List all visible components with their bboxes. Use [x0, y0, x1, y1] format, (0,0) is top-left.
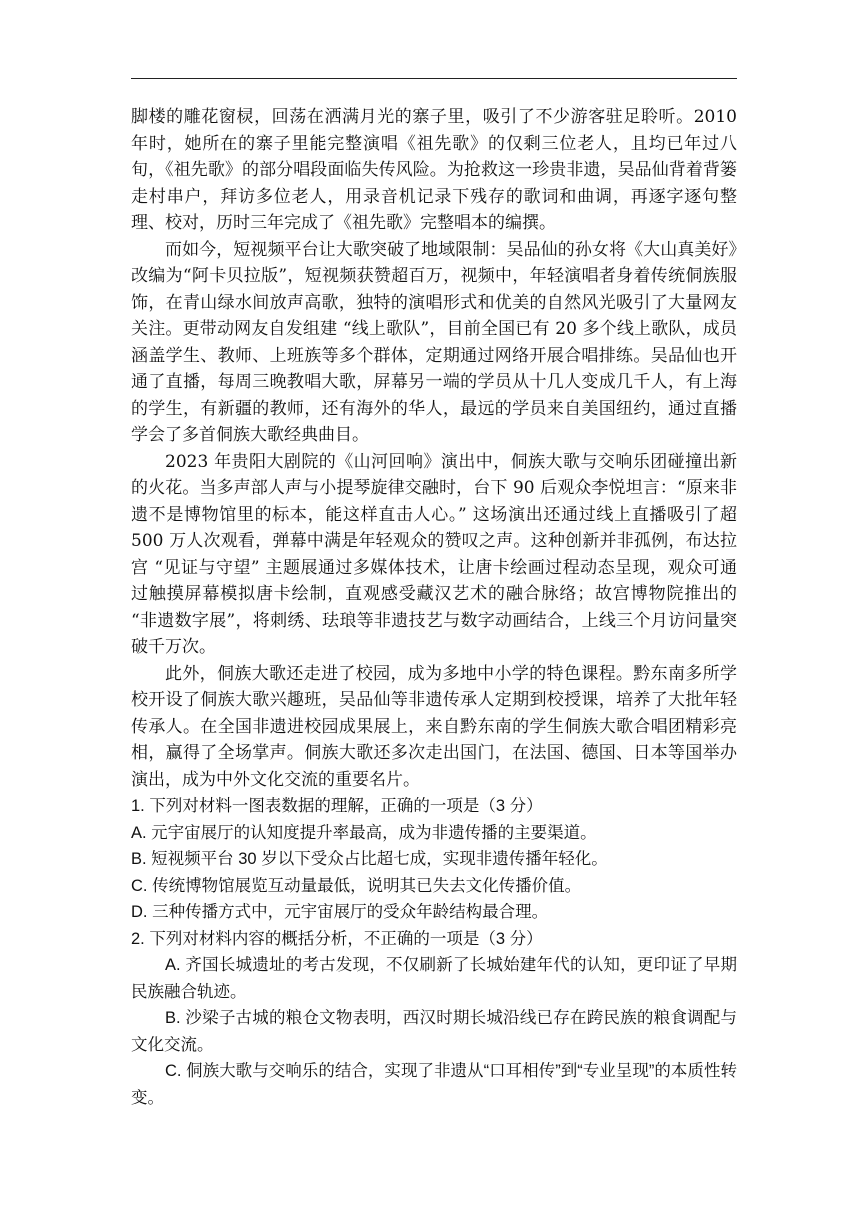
question-1-option-a: A. 元宇宙展厅的认知度提升率最高，成为非遗传播的主要渠道。 [131, 823, 597, 842]
question-2-option-b: B. 沙梁子古城的粮仓文物表明，西汉时期长城沿线已存在跨民族的粮食调配与文化交流。 [131, 1009, 737, 1054]
question-2-title: 2. 下列对材料内容的概括分析，不正确的一项是（3 分） [131, 929, 543, 948]
header-rule [131, 78, 737, 79]
question-1-option-c: C. 传统博物馆展览互动量最低，说明其已失去文化传播价值。 [131, 876, 582, 895]
question-1-option-b: B. 短视频平台 30 岁以下受众占比超七成，实现非遗传播年轻化。 [131, 850, 608, 868]
paragraph-2: 而如今，短视频平台让大歌突破了地域限制：吴品仙的孙女将《大山真美好》改编为“阿卡贝拉版”，短视频获赞超百万，视频中，年轻演唱者身着传统侗族服饰，在青山绿水间放声高歌，独特的演唱形式和优美的自然风光吸引了大量网友关注。更带动网友自发组建 “线上歌队”，目前全国已有 20 多个线上歌队，成员涵盖学生、教师、上班族等多个群体，定期通过网络开展合唱排练。吴品仙也开通了直播，每周三晚教唱大歌，屏幕另一端的学员从十几人变成几千人，有上海的学生，有新疆的教师，还有海外的华人，最远的学员来自美国纽约，通过直播学会了多首侗族大歌经典曲目。 [131, 239, 737, 445]
paragraph-4: 此外，侗族大歌还走进了校园，成为多地中小学的特色课程。黔东南多所学校开设了侗族大歌兴趣班，吴品仙等非遗传承人定期到校授课，培养了大批年轻传承人。在全国非遗进校园成果展上，来自黔东南的学生侗族大歌合唱团精彩亮相，赢得了全场掌声。侗族大歌还多次走出国门，在法国、德国、日本等国举办演出，成为中外文化交流的重要名片。 [131, 663, 737, 790]
document-body [131, 104, 737, 1111]
question-1-option-d: D. 三种传播方式中，元宇宙展厅的受众年龄结构最合理。 [131, 903, 549, 921]
question-2-option-c: C. 侗族大歌与交响乐的结合，实现了非遗从“口耳相传”到“专业呈现”的本质性转变。 [131, 1062, 737, 1107]
question-1-title: 1. 下列对材料一图表数据的理解，正确的一项是（3 分） [131, 797, 543, 815]
paragraph-3: 2023 年贵阳大剧院的《山河回响》演出中，侗族大歌与交响乐团碰撞出新的火花。当多声部人声与小提琴旋律交融时，台下 90 后观众李悦坦言：“原来非遗不是博物馆里的标本，能这样直击人心。” 这场演出还通过线上直播吸引了超 500 万人次观看，弹幕中满是年轻观众的赞叹之声。这种创新并非孤例，布达拉宫 “见证与守望” 主题展通过多媒体技术，让唐卡绘画过程动态呈现，观众可通过触摸屏幕模拟唐卡绘制，直观感受藏汉艺术的融合脉络；故宫博物院推出的 “非遗数字展”，将刺绣、珐琅等非遗技艺与数字动画结合，上线三个月访问量突破千万次。 [131, 451, 737, 657]
question-2-option-a: A. 齐国长城遗址的考古发现，不仅刷新了长城始建年代的认知，更印证了早期民族融合轨迹。 [131, 956, 737, 1001]
paragraph-1: 脚楼的雕花窗棂，回荡在洒满月光的寨子里，吸引了不少游客驻足聆听。2010 年时，她所在的寨子里能完整演唱《祖先歌》的仅剩三位老人，且均已年过八旬，《祖先歌》的部分唱段面临失传风险。为抢救这一珍贵非遗，吴品仙背着背篓走村串户，拜访多位老人，用录音机记录下残存的歌词和曲调，再逐字逐句整理、校对，历时三年完成了《祖先歌》完整唱本的编撰。 [131, 107, 737, 233]
